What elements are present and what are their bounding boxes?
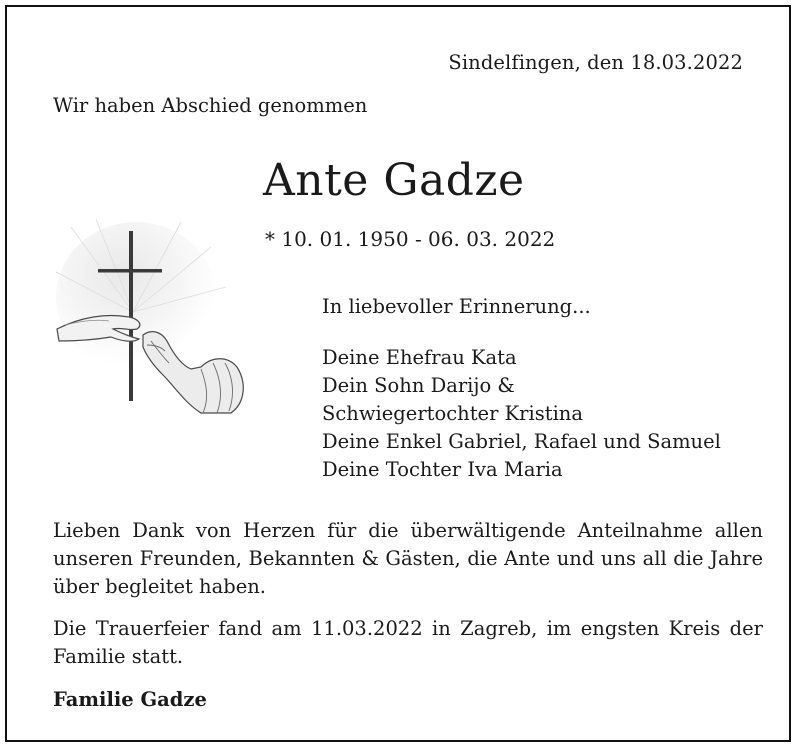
place-and-date: Sindelfingen, den 18.03.2022: [448, 51, 743, 74]
list-item: Deine Enkel Gabriel, Rafael und Samuel: [322, 430, 721, 453]
intro-line: Wir haben Abschied genommen: [53, 94, 368, 117]
obituary-notice: [5, 5, 791, 742]
thanks-paragraph: Lieben Dank von Herzen für die überwältigende Anteilnahme allen unseren Freunden, Bekannten & Gästen, die Ante und uns all die Jahre über begleitet haben.: [53, 519, 763, 598]
ceremony-paragraph: Die Trauerfeier fand am 11.03.2022 in Zagreb, im engsten Kreis der Familie statt.: [53, 617, 763, 668]
memory-line: In liebevoller Erinnerung...: [322, 295, 591, 318]
life-dates: * 10. 01. 1950 - 06. 03. 2022: [265, 227, 556, 251]
list-item: Dein Sohn Darijo &: [322, 374, 515, 397]
deceased-name: Ante Gadze: [263, 155, 525, 206]
list-item: Deine Tochter Iva Maria: [322, 458, 563, 481]
cross-and-hands-icon: [51, 217, 251, 417]
list-item: Schwiegertochter Kristina: [322, 402, 583, 425]
survivors-list: [322, 344, 721, 484]
list-item: Deine Ehefrau Kata: [322, 346, 517, 369]
family-signature: Familie Gadze: [53, 688, 207, 711]
